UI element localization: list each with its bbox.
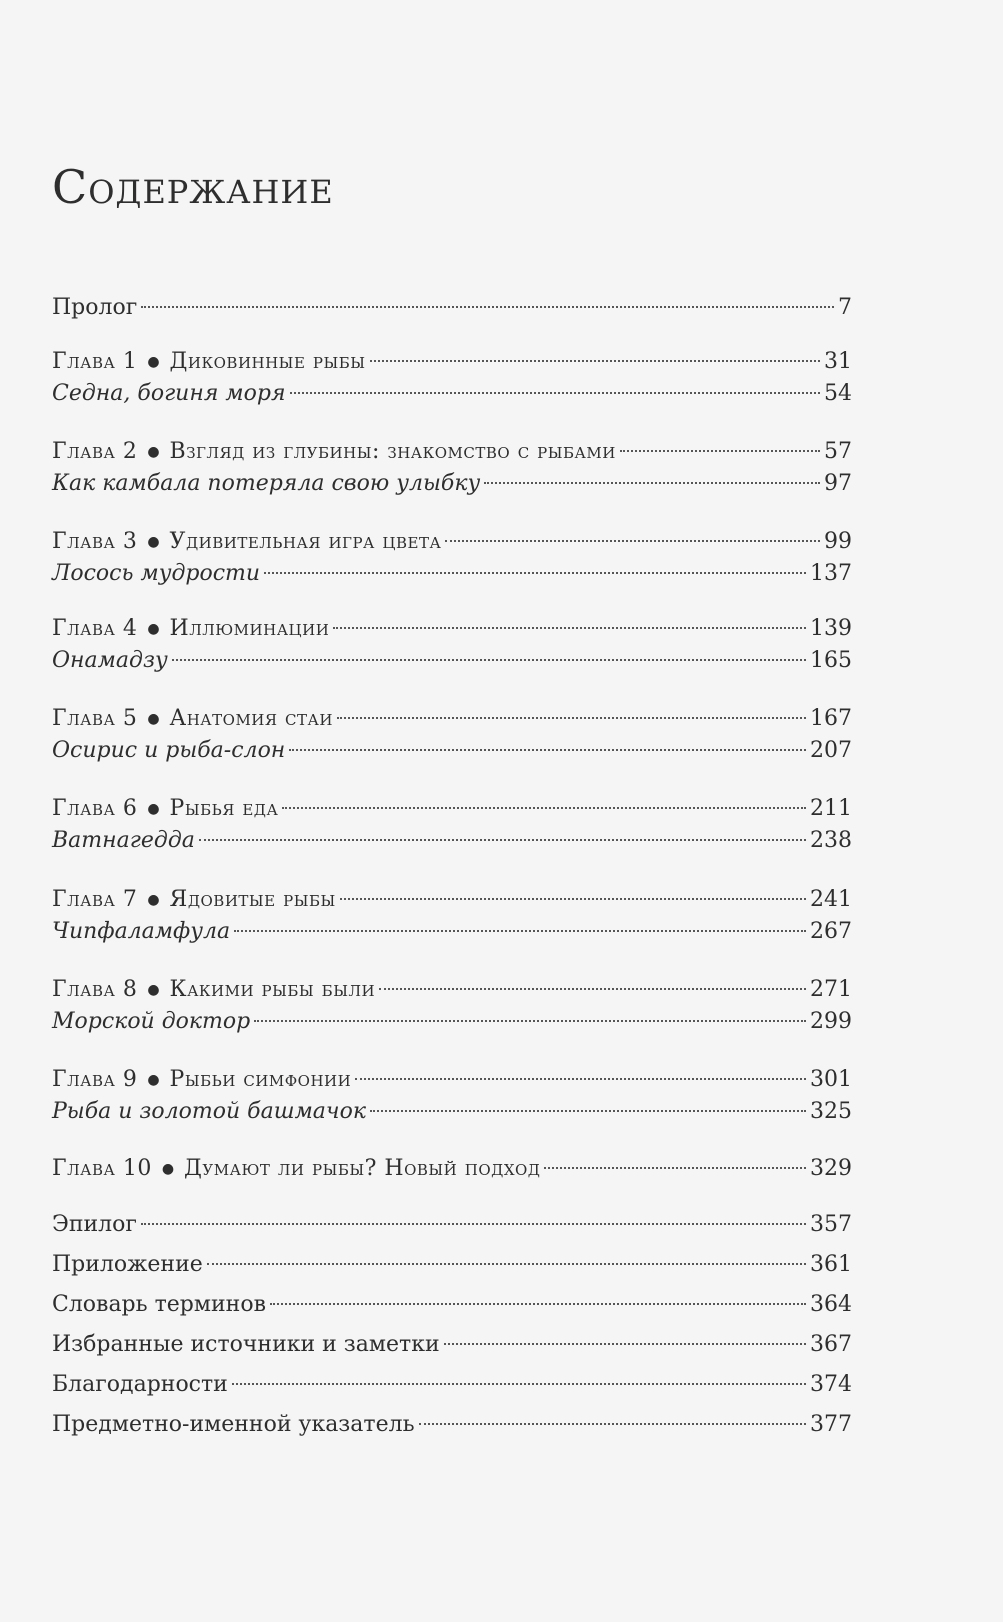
page-number: 99 <box>824 529 852 554</box>
page-number: 167 <box>810 706 852 731</box>
page-number: 364 <box>810 1292 852 1317</box>
dot-leader <box>199 839 806 841</box>
toc-entry-label <box>52 974 375 1006</box>
page-number: 361 <box>810 1252 852 1277</box>
chapter-number: Глава 9 <box>52 1067 138 1092</box>
page-number: 267 <box>810 919 852 944</box>
toc-entry <box>52 1064 852 1096</box>
toc-entry-label: Рыба и золотой башмачок <box>52 1099 366 1124</box>
toc-entry-label: Лосось мудрости <box>52 561 261 586</box>
toc-entry-label <box>52 526 441 558</box>
bullet-icon: ● <box>147 354 160 370</box>
dot-leader <box>172 659 806 661</box>
toc-entry <box>52 613 852 645</box>
toc-entry <box>52 645 852 677</box>
toc-entry <box>52 292 852 324</box>
bullet-icon: ● <box>161 1161 175 1177</box>
dot-leader <box>141 1223 806 1225</box>
chapter-number: Глава 2 <box>52 439 138 464</box>
chapter-title: Удивительная игра цвета <box>169 529 442 554</box>
dot-leader <box>444 1343 806 1345</box>
toc-entry <box>52 1329 852 1361</box>
chapter-title: Анатомия стаи <box>169 706 333 731</box>
dot-leader <box>282 807 806 809</box>
page-number: 241 <box>810 887 852 912</box>
toc-entry-label <box>52 1064 351 1096</box>
chapter-title: Диковинные рыбы <box>169 349 366 374</box>
bullet-icon: ● <box>147 801 160 817</box>
bullet-icon: ● <box>147 534 160 550</box>
page-number: 271 <box>810 977 852 1002</box>
toc-entry-label <box>52 346 366 378</box>
toc-entry-label: Чипфаламфула <box>52 919 231 944</box>
chapter-title: Рыбья еда <box>169 796 279 821</box>
dot-leader <box>445 540 820 542</box>
chapter-title: Иллюминации <box>169 616 330 641</box>
toc-entry <box>52 1289 852 1321</box>
dot-leader <box>355 1078 806 1080</box>
chapter-number: Глава 3 <box>52 529 138 554</box>
page-title: Содержание <box>52 160 334 214</box>
chapter-title: Ядовитые рыбы <box>169 887 336 912</box>
page-number: 54 <box>824 381 852 406</box>
toc-entry <box>52 793 852 825</box>
chapter-title: Рыбьи симфонии <box>169 1067 352 1092</box>
chapter-number: Глава 5 <box>52 706 138 731</box>
dot-leader <box>419 1423 806 1425</box>
page-number: 325 <box>810 1099 852 1124</box>
dot-leader <box>254 1020 806 1022</box>
bullet-icon: ● <box>147 982 160 998</box>
page-number: 57 <box>824 439 852 464</box>
dot-leader <box>290 392 820 394</box>
toc-entry-label: Как камбала потеряла свою улыбку <box>52 471 481 496</box>
toc-entry <box>52 1006 852 1038</box>
chapter-title: Взгляд из глубины: знакомство с рыбами <box>169 439 616 464</box>
page-number: 7 <box>838 295 852 320</box>
page-number: 238 <box>810 828 852 853</box>
toc-entry-label: Приложение <box>52 1252 203 1277</box>
bullet-icon: ● <box>147 711 160 727</box>
page-number: 377 <box>810 1412 852 1437</box>
page-number: 165 <box>810 648 852 673</box>
toc-entry-label: Предметно-именной указатель <box>52 1412 415 1437</box>
toc-entry <box>52 1209 852 1241</box>
dot-leader <box>370 360 820 362</box>
toc-entry <box>52 974 852 1006</box>
toc-entry <box>52 735 852 767</box>
page-number: 211 <box>810 796 852 821</box>
chapter-number: Глава 7 <box>52 887 138 912</box>
toc-entry-label <box>52 613 329 645</box>
dot-leader <box>620 450 820 452</box>
toc-entry <box>52 703 852 735</box>
toc-entry-label: Морской доктор <box>52 1009 251 1034</box>
toc-entry-label: Седна, богиня моря <box>52 381 286 406</box>
chapter-number: Глава 1 <box>52 349 138 374</box>
dot-leader <box>333 627 806 629</box>
toc-entry <box>52 526 852 558</box>
page-number: 97 <box>824 471 852 496</box>
dot-leader <box>234 930 806 932</box>
bullet-icon: ● <box>147 444 160 460</box>
toc-entry-label <box>52 884 336 916</box>
dot-leader <box>340 898 806 900</box>
bullet-icon: ● <box>147 621 160 637</box>
dot-leader <box>544 1167 806 1169</box>
chapter-number: Глава 8 <box>52 977 138 1002</box>
toc-entry-label <box>52 793 278 825</box>
toc-entry-label: Словарь терминов <box>52 1292 266 1317</box>
toc-entry-label: Эпилог <box>52 1212 137 1237</box>
toc-entry <box>52 1369 852 1401</box>
page-number: 301 <box>810 1067 852 1092</box>
page-number: 374 <box>810 1372 852 1397</box>
toc-entry <box>52 558 852 590</box>
toc-entry <box>52 1096 852 1128</box>
toc-entry <box>52 916 852 948</box>
dot-leader <box>264 572 806 574</box>
chapter-number: Глава 6 <box>52 796 138 821</box>
dot-leader <box>379 988 806 990</box>
page-number: 31 <box>824 349 852 374</box>
page-number: 207 <box>810 738 852 763</box>
toc-entry-label: Ватнагедда <box>52 828 195 853</box>
toc-entry-label: Осирис и рыба-слон <box>52 738 286 763</box>
dot-leader <box>232 1383 806 1385</box>
chapter-number: Глава 10 <box>52 1156 152 1181</box>
toc-entry <box>52 884 852 916</box>
dot-leader <box>141 306 834 308</box>
toc-entry-label <box>52 436 616 468</box>
dot-leader <box>484 482 820 484</box>
page-number: 357 <box>810 1212 852 1237</box>
dot-leader <box>270 1303 806 1305</box>
dot-leader <box>289 749 806 751</box>
bullet-icon: ● <box>147 892 160 908</box>
toc-entry-label: Благодарности <box>52 1372 228 1397</box>
toc-entry <box>52 436 852 468</box>
toc-entry <box>52 825 852 857</box>
chapter-title: Какими рыбы были <box>169 977 376 1002</box>
toc-entry-label <box>52 1153 540 1185</box>
toc-entry-label: Онамадзу <box>52 648 168 673</box>
chapter-title: Думают ли рыбы? Новый подход <box>184 1156 541 1181</box>
page-number: 139 <box>810 616 852 641</box>
toc-entry-label <box>52 703 333 735</box>
page-number: 299 <box>810 1009 852 1034</box>
toc-entry <box>52 468 852 500</box>
toc-entry <box>52 1409 852 1441</box>
toc-entry <box>52 1153 852 1185</box>
toc-entry-label: Пролог <box>52 295 138 320</box>
chapter-number: Глава 4 <box>52 616 138 641</box>
toc-entry <box>52 1249 852 1281</box>
toc-entry-label: Избранные источники и заметки <box>52 1332 440 1357</box>
page-number: 367 <box>810 1332 852 1357</box>
toc-entry <box>52 346 852 378</box>
dot-leader <box>370 1110 806 1112</box>
toc-entry <box>52 378 852 410</box>
page-number: 137 <box>810 561 852 586</box>
page-number: 329 <box>810 1156 852 1181</box>
bullet-icon: ● <box>147 1072 160 1088</box>
dot-leader <box>207 1263 806 1265</box>
dot-leader <box>337 717 806 719</box>
